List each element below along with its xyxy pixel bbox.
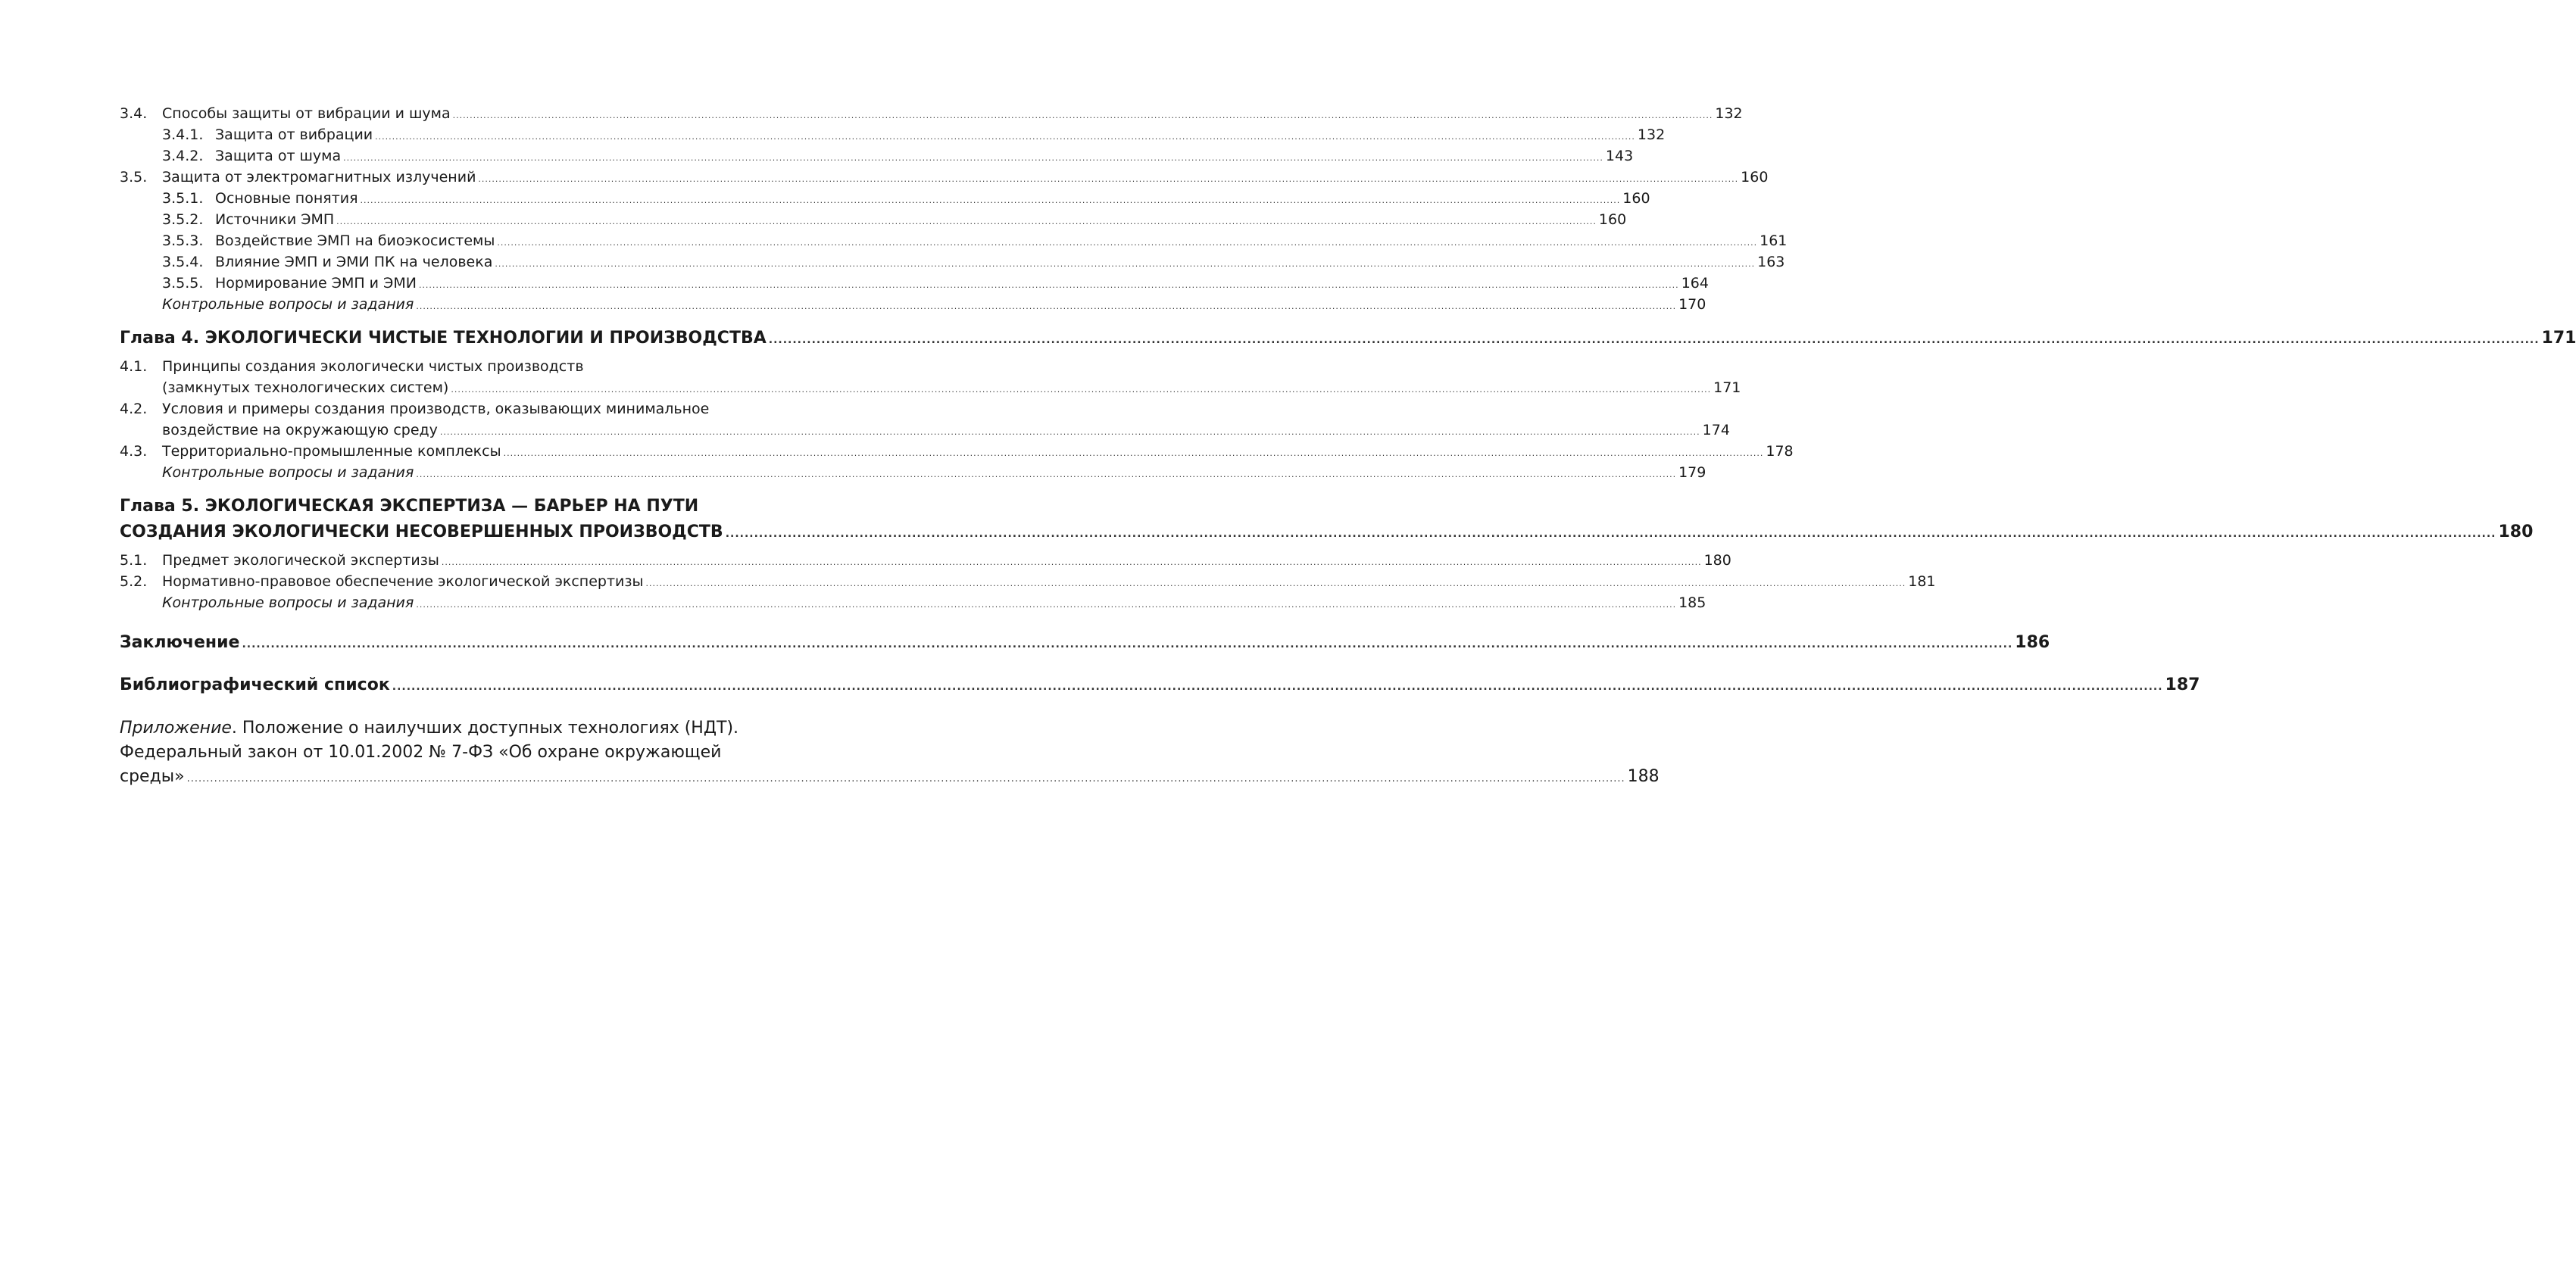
toc-entry-page: 178 bbox=[1766, 443, 1794, 460]
toc-entry[interactable] bbox=[120, 273, 1709, 294]
toc-entry-number: 3.5.2. bbox=[162, 211, 204, 228]
toc-entry-page: 171 bbox=[1713, 379, 1741, 396]
dot-leader bbox=[453, 105, 1713, 126]
toc-entry-page: 161 bbox=[1759, 232, 1788, 249]
dot-leader bbox=[343, 148, 1603, 169]
conclusion-page: 186 bbox=[2015, 633, 2050, 652]
chapter-title-line2: СОЗДАНИЯ ЭКОЛОГИЧЕСКИ НЕСОВЕРШЕННЫХ ПРОИЗВОДСТВ bbox=[120, 522, 723, 541]
toc-entry-page: 163 bbox=[1757, 254, 1785, 270]
toc-entry-title: Нормирование ЭМП и ЭМИ bbox=[215, 275, 417, 292]
toc-entry[interactable] bbox=[120, 188, 1650, 209]
toc-entry[interactable] bbox=[120, 441, 1794, 462]
dot-leader bbox=[440, 422, 1700, 443]
toc-entry-title-continued: (замкнутых технологических систем) bbox=[162, 379, 449, 396]
toc-entry-page: 132 bbox=[1715, 105, 1743, 122]
dot-leader bbox=[726, 521, 2496, 547]
dot-leader bbox=[769, 327, 2540, 353]
appendix-title-part1: . Положение о наилучших доступных технологиях (НДТ). bbox=[231, 719, 739, 738]
dot-leader bbox=[451, 379, 1711, 401]
toc-entry-continuation[interactable] bbox=[120, 377, 1741, 398]
toc-chapter-5 bbox=[120, 494, 2534, 545]
toc-entry-number: 4.3. bbox=[120, 443, 148, 460]
toc-entry-title: Способы защиты от вибрации и шума bbox=[162, 105, 451, 122]
toc-entry-number: 3.5.3. bbox=[162, 232, 204, 249]
toc-entry[interactable] bbox=[120, 230, 1788, 251]
appendix-line3 bbox=[120, 765, 1660, 789]
dot-leader bbox=[361, 190, 1621, 211]
dot-leader bbox=[242, 632, 2012, 657]
toc-entry-title: Источники ЭМП bbox=[215, 211, 335, 228]
dot-leader bbox=[336, 211, 1597, 232]
toc-entry-number: 3.4.1. bbox=[162, 126, 204, 143]
table-of-contents bbox=[120, 103, 2576, 789]
toc-entry-title: Условия и примеры создания производств, оказывающих минимальное bbox=[162, 401, 710, 417]
toc-entry-number: 3.5.4. bbox=[162, 254, 204, 270]
dot-leader bbox=[392, 674, 2163, 700]
toc-entry-number: 4.1. bbox=[120, 358, 148, 375]
appendix-label: Приложение bbox=[120, 719, 232, 738]
chapter-heading[interactable] bbox=[120, 326, 2576, 351]
toc-entry-title: Территориально-промышленные комплексы bbox=[162, 443, 501, 460]
toc-entry-page: 179 bbox=[1678, 464, 1706, 481]
dot-leader bbox=[497, 232, 1757, 254]
toc-entry-title-continued: воздействие на окружающую среду bbox=[162, 422, 438, 438]
dot-leader bbox=[416, 296, 1676, 317]
toc-entry[interactable] bbox=[120, 571, 1936, 592]
dot-leader bbox=[478, 169, 1738, 190]
toc-entry-title: Основные понятия bbox=[215, 190, 358, 207]
toc-entry-title: Защита от электромагнитных излучений bbox=[162, 169, 476, 186]
chapter-heading[interactable] bbox=[120, 519, 2534, 545]
dot-leader bbox=[504, 443, 1764, 464]
conclusion-entry[interactable] bbox=[120, 630, 2050, 656]
dot-leader bbox=[416, 594, 1676, 616]
dot-leader bbox=[442, 552, 1702, 573]
appendix-page: 188 bbox=[1627, 767, 1660, 786]
toc-entry-number: 3.5.1. bbox=[162, 190, 204, 207]
toc-bibliography bbox=[120, 672, 2200, 698]
toc-entry[interactable] bbox=[120, 103, 1743, 124]
toc-entry-number: 3.4.2. bbox=[162, 148, 204, 164]
toc-entry-page: 174 bbox=[1702, 422, 1730, 438]
toc-block-chapter3 bbox=[120, 103, 1788, 315]
toc-entry-questions[interactable] bbox=[120, 462, 1706, 483]
toc-entry[interactable] bbox=[120, 167, 1769, 188]
toc-entry-number: 5.1. bbox=[120, 552, 148, 569]
toc-conclusion bbox=[120, 630, 2050, 656]
toc-entry[interactable] bbox=[120, 356, 773, 377]
dot-leader bbox=[419, 275, 1679, 296]
toc-entry-questions[interactable] bbox=[120, 294, 1706, 315]
toc-entry-page: 160 bbox=[1741, 169, 1769, 186]
toc-entry-questions[interactable] bbox=[120, 592, 1706, 613]
toc-block-chapter4 bbox=[120, 356, 1794, 483]
toc-entry-number: 3.5. bbox=[120, 169, 148, 186]
toc-entry-page: 164 bbox=[1681, 275, 1709, 292]
chapter-title-line1[interactable]: Глава 5. ЭКОЛОГИЧЕСКАЯ ЭКСПЕРТИЗА — БАРЬЕР НА ПУТИ bbox=[120, 497, 699, 516]
toc-entry-number: 3.4. bbox=[120, 105, 148, 122]
dot-leader bbox=[187, 767, 1625, 791]
appendix-line2: Федеральный закон от 10.01.2002 № 7-ФЗ «Об охране окружающей bbox=[120, 743, 722, 762]
toc-entry-page: 180 bbox=[1703, 552, 1731, 569]
toc-appendix[interactable] bbox=[120, 716, 1660, 789]
toc-entry-page: 160 bbox=[1622, 190, 1650, 207]
toc-entry-title: Контрольные вопросы и задания bbox=[162, 296, 414, 313]
bibliography-page: 187 bbox=[2165, 675, 2200, 694]
toc-entry-page: 170 bbox=[1678, 296, 1706, 313]
toc-entry-page: 185 bbox=[1678, 594, 1706, 611]
toc-entry-number: 5.2. bbox=[120, 573, 148, 590]
toc-entry-page: 132 bbox=[1637, 126, 1666, 143]
toc-entry-title: Влияние ЭМП и ЭМИ ПК на человека bbox=[215, 254, 493, 270]
bibliography-entry[interactable] bbox=[120, 672, 2200, 698]
toc-entry[interactable] bbox=[120, 124, 1666, 145]
toc-entry-number: 3.5.5. bbox=[162, 275, 204, 292]
toc-entry-title: Контрольные вопросы и задания bbox=[162, 594, 414, 611]
dot-leader bbox=[495, 254, 1755, 275]
dot-leader bbox=[375, 126, 1635, 148]
toc-entry-title: Воздействие ЭМП на биоэкосистемы bbox=[215, 232, 495, 249]
toc-entry-title: Контрольные вопросы и задания bbox=[162, 464, 414, 481]
toc-entry[interactable] bbox=[120, 209, 1627, 230]
conclusion-title: Заключение bbox=[120, 633, 240, 652]
toc-chapter-4 bbox=[120, 326, 2576, 351]
toc-block-chapter5 bbox=[120, 550, 1936, 613]
toc-entry-page: 160 bbox=[1598, 211, 1627, 228]
dot-leader bbox=[416, 464, 1676, 485]
appendix-line1 bbox=[120, 716, 773, 741]
chapter-page: 171 bbox=[2541, 329, 2576, 348]
appendix-title-part3: среды» bbox=[120, 767, 185, 786]
toc-entry-continuation[interactable] bbox=[120, 420, 1730, 441]
toc-entry-title: Защита от шума bbox=[215, 148, 342, 164]
toc-entry-number: 4.2. bbox=[120, 401, 148, 417]
chapter-page: 180 bbox=[2498, 522, 2534, 541]
toc-entry-page: 181 bbox=[1908, 573, 1936, 590]
toc-entry[interactable] bbox=[120, 251, 1785, 273]
toc-entry[interactable] bbox=[120, 398, 773, 420]
toc-entry[interactable] bbox=[120, 550, 1731, 571]
toc-entry-title: Защита от вибрации bbox=[215, 126, 373, 143]
chapter-title: Глава 4. ЭКОЛОГИЧЕСКИ ЧИСТЫЕ ТЕХНОЛОГИИ И ПРОИЗВОДСТВА bbox=[120, 329, 767, 348]
toc-entry-page: 143 bbox=[1605, 148, 1634, 164]
toc-entry-title: Предмет экологической экспертизы bbox=[162, 552, 439, 569]
dot-leader bbox=[646, 573, 1906, 594]
toc-entry-title: Принципы создания экологически чистых производств bbox=[162, 358, 584, 375]
toc-entry-title: Нормативно-правовое обеспечение экологической экспертизы bbox=[162, 573, 644, 590]
bibliography-title: Библиографический список bbox=[120, 675, 390, 694]
toc-entry[interactable] bbox=[120, 145, 1634, 167]
